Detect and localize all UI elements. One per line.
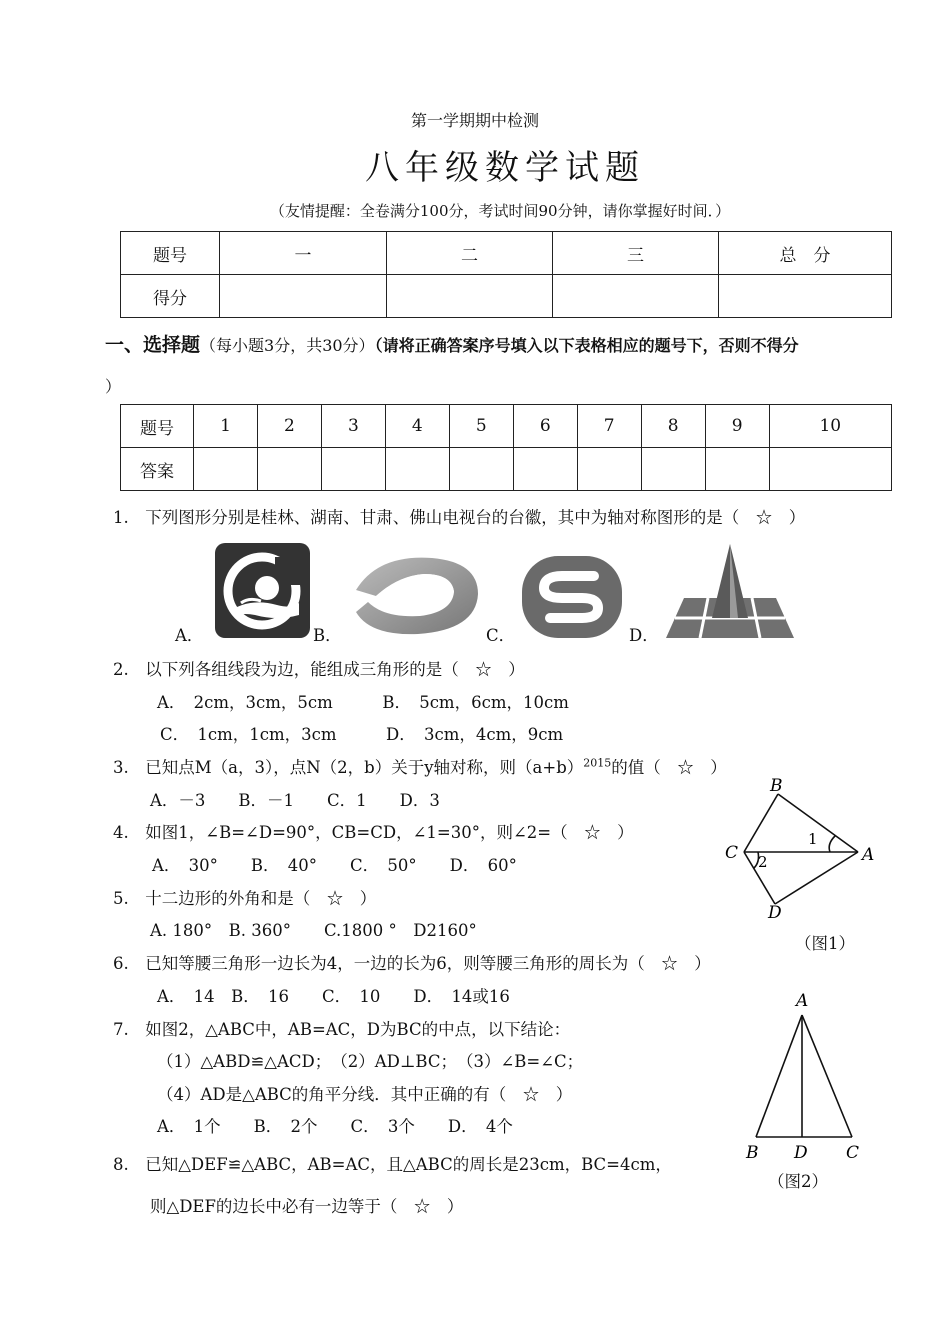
answer-number: 3 xyxy=(321,405,385,448)
score-table xyxy=(120,231,892,318)
score-cell[interactable] xyxy=(719,275,892,318)
q2-options-cd: C． 1cm，1cm，3cm D． 3cm，4cm，9cm xyxy=(160,725,564,744)
section1-title: 一、选择题 xyxy=(105,334,201,356)
score-row-label: 得分 xyxy=(121,275,220,318)
answer-number: 4 xyxy=(385,405,449,448)
answer-number: 2 xyxy=(257,405,321,448)
figure-2-isosceles-triangle xyxy=(740,985,870,1163)
fig2-label-d: D xyxy=(794,1143,808,1163)
guilin-tv-logo-icon xyxy=(215,543,310,638)
score-header-cell: 三 xyxy=(553,232,719,275)
q3-text: 3. 已知点M（a，3），点N（2，b）关于y轴对称，则（a+b） xyxy=(113,758,584,777)
answer-number: 5 xyxy=(449,405,513,448)
score-cell[interactable] xyxy=(220,275,387,318)
question-5: 5. 十二边形的外角和是（ ☆ ） xyxy=(113,889,377,908)
q7-line3: （4）AD是△ABC的角平分线．其中正确的有（ ☆ ） xyxy=(157,1085,573,1104)
q3-exponent: 2015 xyxy=(583,756,612,770)
q7-options: A． 1个 B． 2个 C． 3个 D． 4个 xyxy=(157,1117,513,1136)
answer-cell[interactable] xyxy=(641,448,705,491)
answer-number: 1 xyxy=(194,405,258,448)
answer-cell[interactable] xyxy=(257,448,321,491)
score-header-cell: 总 分 xyxy=(719,232,892,275)
score-header-cell: 一 xyxy=(220,232,387,275)
answer-cell[interactable] xyxy=(513,448,577,491)
answer-cell[interactable] xyxy=(705,448,769,491)
exam-note: （友情提醒：全卷满分100分，考试时间90分钟，请你掌握好时间．） xyxy=(269,202,731,220)
fig2-label-c: C xyxy=(846,1143,860,1163)
score-header-cell: 题号 xyxy=(121,232,220,275)
q1-option-a: A． xyxy=(175,626,204,645)
foshan-tv-logo-icon xyxy=(666,544,794,638)
answer-number: 6 xyxy=(513,405,577,448)
answer-cell[interactable] xyxy=(321,448,385,491)
q5-options: A. 180° B. 360° C.1800 ° D2160° xyxy=(150,921,477,940)
section1-heading xyxy=(105,330,905,357)
score-cell[interactable] xyxy=(553,275,719,318)
figure-1-quadrilateral xyxy=(722,772,882,922)
question-2: 2. 以下列各组线段为边，能组成三角形的是（ ☆ ） xyxy=(113,660,525,679)
section1-scoring: （每小题3分，共30分） xyxy=(200,336,375,355)
question-1: 1. 下列图形分别是桂林、湖南、甘肃、佛山电视台的台徽，其中为轴对称图形的是（ ☆ ） xyxy=(113,508,806,527)
q7-line2: （1）△ABD≌△ACD； （2）AD⊥BC； （3）∠B=∠C； xyxy=(157,1052,584,1071)
answer-number: 7 xyxy=(577,405,641,448)
fig2-label-b: B xyxy=(746,1143,759,1163)
exam-title: 八年级数学试题 xyxy=(365,148,645,188)
figure-1-caption: （图1） xyxy=(795,934,855,953)
q1-option-c: C． xyxy=(486,626,516,645)
answer-cell[interactable] xyxy=(577,448,641,491)
q8-line2: 则△DEF的边长中必有一边等于（ ☆ ） xyxy=(150,1197,464,1216)
hunan-tv-logo-icon xyxy=(348,552,483,638)
question-6: 6. 已知等腰三角形一边长为4，一边的长为6，则等腰三角形的周长为（ ☆ ） xyxy=(113,954,711,973)
question-4: 4. 如图1，∠B=∠D=90°，CB=CD，∠1=30°，则∠2=（ ☆ ） xyxy=(113,823,634,842)
fig1-label-c: C xyxy=(725,843,739,863)
score-header-cell: 二 xyxy=(387,232,553,275)
answer-number: 10 xyxy=(769,405,891,448)
answer-header-label: 题号 xyxy=(121,405,194,448)
fig2-label-a: A xyxy=(796,991,809,1011)
question-8: 8. 已知△DEF≌△ABC，AB=AC，且△ABC的周长是23cm，BC=4cm， xyxy=(113,1155,672,1174)
section1-instruction: （请将正确答案序号填入以下表格相应的题号下，否则不得分 xyxy=(374,336,799,355)
answer-table xyxy=(120,404,892,491)
q3-options: A．－3 B．－1 C．1 D．3 xyxy=(150,791,440,810)
section1-instruction-tail: ） xyxy=(105,377,122,396)
q6-options: A． 14 B． 16 C． 10 D． 14或16 xyxy=(157,987,510,1006)
score-cell[interactable] xyxy=(387,275,553,318)
fig1-label-d: D xyxy=(768,903,782,922)
gansu-tv-logo-icon xyxy=(522,556,622,638)
fig1-angle-2: 2 xyxy=(758,853,768,871)
answer-number: 8 xyxy=(641,405,705,448)
answer-cell[interactable] xyxy=(385,448,449,491)
q2-options-ab: A． 2cm，3cm，5cm B． 5cm，6cm，10cm xyxy=(157,693,569,712)
q3-end: 的值（ ☆ ） xyxy=(611,758,727,777)
q1-option-d: D． xyxy=(629,626,659,645)
question-7: 7. 如图2，△ABC中，AB=AC，D为BC的中点，以下结论： xyxy=(113,1020,571,1039)
fig1-angle-1: 1 xyxy=(808,830,818,848)
answer-cell[interactable] xyxy=(449,448,513,491)
answer-cell[interactable] xyxy=(769,448,891,491)
answer-cell[interactable] xyxy=(194,448,258,491)
fig1-label-a: A xyxy=(862,845,875,865)
figure-2-caption: （图2） xyxy=(768,1172,828,1191)
exam-subtitle: 第一学期期中检测 xyxy=(410,111,539,130)
q1-option-b: B． xyxy=(313,626,342,645)
fig1-label-b: B xyxy=(770,776,783,796)
question-3 xyxy=(113,754,727,778)
answer-number: 9 xyxy=(705,405,769,448)
q4-options: A． 30° B． 40° C． 50° D． 60° xyxy=(152,856,517,875)
answer-row-label: 答案 xyxy=(121,448,194,491)
